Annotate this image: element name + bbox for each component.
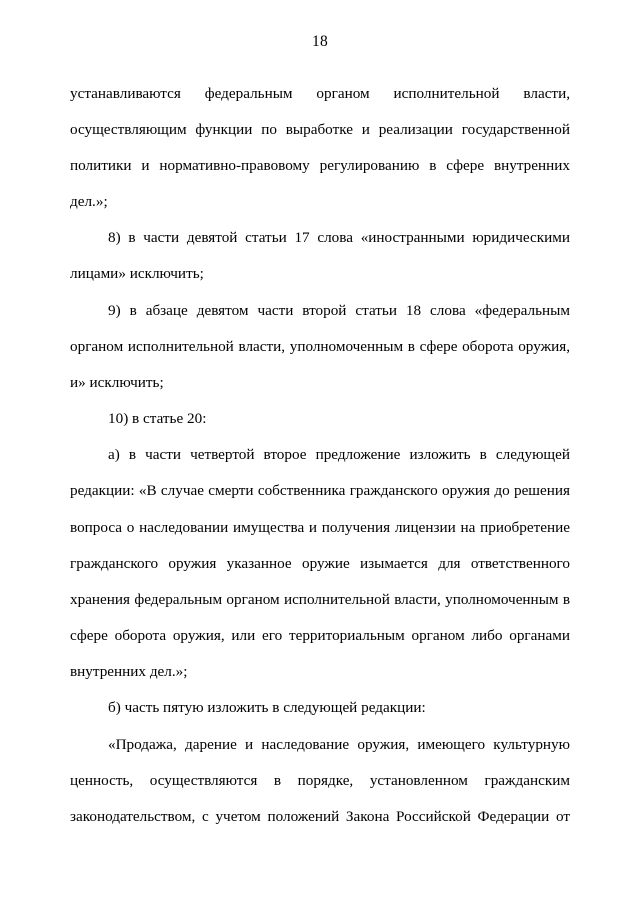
paragraph: а) в части четвертой второе предложение изложить в следующей редакции: «В случае смерти собственника гражданского оружия до решения вопроса о наследовании имущества и получения лицензии на приобретение гражданского оружия указанное оружие изымается для ответственного хранения федеральным органом исполнительной власти, уполномоченным в сфере оборота оружия, или его территориальным органом либо органами внутренних дел.»;	[70, 446, 570, 681]
document-body	[70, 76, 570, 836]
paragraph: 10) в статье 20:	[108, 410, 207, 428]
paragraph: устанавливаются федеральным органом исполнительной власти, осуществляющим функции по выработке и реализации государственной политики и нормативно-правовому регулированию в сфере внутренних дел.»;	[70, 84, 570, 211]
page-number: 18	[312, 33, 328, 50]
paragraph: «Продажа, дарение и наследование оружия, имеющего культурную ценность, осуществляются в порядке, установленном гражданским законодательством, с учетом положений Закона Российской Федерации от	[70, 735, 570, 825]
paragraph: б) часть пятую изложить в следующей редакции:	[108, 699, 426, 717]
paragraph: 8) в части девятой статьи 17 слова «иностранными юридическими лицами» исключить;	[70, 229, 570, 283]
paragraph: 9) в абзаце девятом части второй статьи 18 слова «федеральным органом исполнительной власти, уполномоченным в сфере оборота оружия, и» исключить;	[70, 301, 570, 391]
